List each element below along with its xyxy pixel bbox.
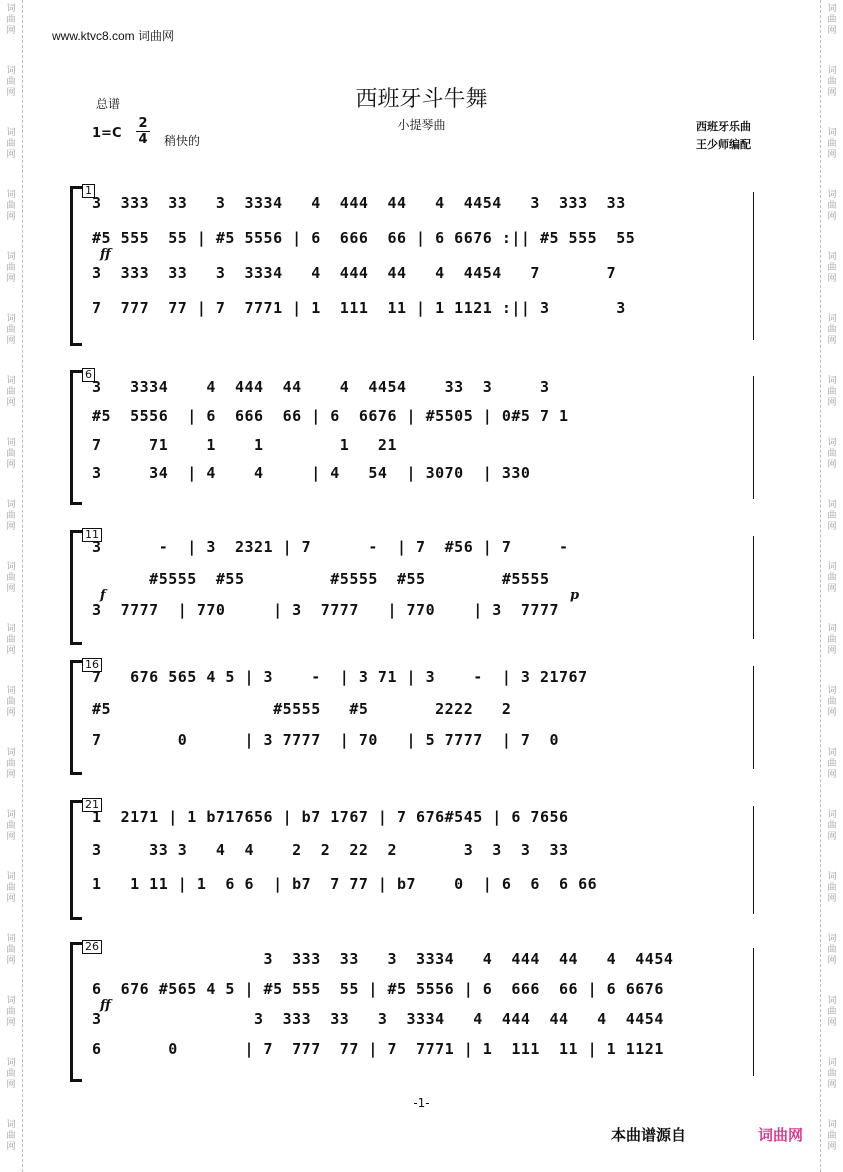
score-system <box>70 942 754 1082</box>
notation-row: #5 555 55 | #5 5556 | 6 666 66 | 6 6676 :|| #5 555 55 <box>92 229 636 247</box>
arranger: 王少师编配 <box>696 138 751 151</box>
watermark-text: 词 曲 网 <box>6 4 16 36</box>
measure-number: 11 <box>82 528 102 542</box>
page-number: -1- <box>413 1096 430 1110</box>
notation-row: 3 - | 3 2321 | 7 - | 7 #56 | 7 - <box>92 538 569 556</box>
notation-row: 7 777 77 | 7 7771 | 1 111 11 | 1 1121 :|| 3 3 <box>92 299 626 317</box>
watermark-text: 词 曲 网 <box>827 4 837 36</box>
time-signature-top: 2 <box>138 116 148 131</box>
notation-row: 1 2171 | 1 b717656 | b7 1767 | 7 676#545 | 6 7656 <box>92 808 569 826</box>
site-logo[interactable]: 词曲网 <box>758 1126 804 1144</box>
watermark-text: 词 曲 网 <box>827 624 837 656</box>
watermark-text: 词 曲 网 <box>827 562 837 594</box>
notation-row: 3 333 33 3 3334 4 444 44 4 4454 7 7 <box>92 264 617 282</box>
notation-row: 3 3 333 33 3 3334 4 444 44 4 4454 <box>92 1010 664 1028</box>
composer: 西班牙乐曲 <box>696 120 751 133</box>
score-system <box>70 186 754 346</box>
watermark-text: 词 曲 网 <box>827 996 837 1028</box>
watermark-text: 词 曲 网 <box>827 376 837 408</box>
dynamic-marking: ff <box>100 998 111 1013</box>
measure-number: 26 <box>82 940 102 954</box>
bar-line <box>753 376 754 499</box>
score-system <box>70 800 754 920</box>
watermark-text: 词 曲 网 <box>6 562 16 594</box>
bar-line <box>753 192 754 340</box>
watermark-text: 词 曲 网 <box>827 1058 837 1090</box>
credits <box>696 118 751 154</box>
watermark-text: 词 曲 网 <box>827 1120 837 1152</box>
score-system <box>70 370 754 505</box>
measure-number: 21 <box>82 798 102 812</box>
watermark-text: 词 曲 网 <box>6 252 16 284</box>
system-brace <box>70 530 79 645</box>
watermark-text: 词 曲 网 <box>6 190 16 222</box>
song-subtitle: 小提琴曲 <box>397 118 446 132</box>
score-type: 总谱 <box>96 97 121 111</box>
watermark-text: 词 曲 网 <box>6 1058 16 1090</box>
watermark-text: 词 曲 网 <box>827 810 837 842</box>
watermark-text: 词 曲 网 <box>827 934 837 966</box>
notation-row: 1 1 11 | 1 6 6 | b7 7 77 | b7 0 | 6 6 6 66 <box>92 874 598 893</box>
system-brace <box>70 660 79 775</box>
watermark-text: 词 曲 网 <box>6 686 16 718</box>
watermark-text: 词 曲 网 <box>827 438 837 470</box>
system-brace <box>70 800 79 920</box>
song-title: 西班牙斗牛舞 <box>355 87 488 112</box>
watermark-text: 词 曲 网 <box>6 376 16 408</box>
score-system <box>70 530 754 645</box>
time-signature-bottom: 4 <box>138 132 148 147</box>
watermark-text: 词 曲 网 <box>6 872 16 904</box>
bar-line <box>753 536 754 639</box>
notation-row: 7 676 565 4 5 | 3 - | 3 71 | 3 - | 3 21767 <box>92 668 588 686</box>
bar-line <box>753 666 754 769</box>
tempo-marking: 稍快的 <box>164 134 201 148</box>
notation-row: #5555 #55 #5555 #55 #5555 <box>92 569 550 588</box>
site-url[interactable]: www.ktvc8.com 词曲网 <box>52 29 175 43</box>
watermark-text: 词 曲 网 <box>827 190 837 222</box>
right-watermark-strip <box>820 0 843 1172</box>
watermark-text: 词 曲 网 <box>6 934 16 966</box>
notation-row: 3 33 3 4 4 2 2 22 2 3 3 3 33 <box>92 841 569 860</box>
notation-row: 3 34 | 4 4 | 4 54 | 3070 | 330 <box>92 464 531 483</box>
notation-row: 7 0 | 3 7777 | 70 | 5 7777 | 7 0 <box>92 731 560 750</box>
system-brace <box>70 942 79 1082</box>
watermark-text: 词 曲 网 <box>827 748 837 780</box>
notation-row: 3 7777 | 770 | 3 7777 | 770 | 3 7777 <box>92 601 560 620</box>
watermark-text: 词 曲 网 <box>6 810 16 842</box>
left-watermark-strip <box>0 0 23 1172</box>
dynamic-marking: p <box>570 587 580 603</box>
watermark-text: 词 曲 网 <box>827 872 837 904</box>
watermark-text: 词 曲 网 <box>6 128 16 160</box>
notation-row: 6 676 #565 4 5 | #5 555 55 | #5 5556 | 6 666 66 | 6 6676 <box>92 980 664 998</box>
time-signature <box>136 116 150 147</box>
watermark-text: 词 曲 网 <box>6 624 16 656</box>
watermark-text: 词 曲 网 <box>827 66 837 98</box>
measure-number: 16 <box>82 658 102 672</box>
measure-number: 1 <box>82 184 95 198</box>
dynamic-marking: ff <box>100 247 111 262</box>
watermark-text: 词 曲 网 <box>6 500 16 532</box>
notation-row: 7 71 1 1 1 21 <box>92 435 397 454</box>
watermark-text: 词 曲 网 <box>827 686 837 718</box>
notation-row: #5 5556 | 6 666 66 | 6 6676 | #5505 | 0#5 7 1 <box>92 406 569 425</box>
score-system <box>70 660 754 775</box>
system-brace <box>70 186 79 346</box>
notation-row: 6 0 | 7 777 77 | 7 7771 | 1 111 11 | 1 1121 <box>92 1040 664 1058</box>
watermark-text: 词 曲 网 <box>827 500 837 532</box>
notation-row: 3 333 33 3 3334 4 444 44 4 4454 <box>92 950 674 968</box>
dynamic-marking: f <box>100 587 106 603</box>
watermark-text: 词 曲 网 <box>827 314 837 346</box>
watermark-text: 词 曲 网 <box>6 438 16 470</box>
watermark-text: 词 曲 网 <box>6 996 16 1028</box>
watermark-text: 词 曲 网 <box>827 252 837 284</box>
bar-line <box>753 806 754 914</box>
notation-row: #5 #5555 #5 2222 2 <box>92 699 512 718</box>
watermark-text: 词 曲 网 <box>6 1120 16 1152</box>
watermark-text: 词 曲 网 <box>6 748 16 780</box>
measure-number: 6 <box>82 368 95 382</box>
watermark-text: 词 曲 网 <box>827 128 837 160</box>
bar-line <box>753 948 754 1076</box>
system-brace <box>70 370 79 505</box>
notation-row: 3 3334 4 444 44 4 4454 33 3 3 <box>92 378 550 396</box>
source-text: 本曲谱源自 <box>611 1126 687 1144</box>
watermark-text: 词 曲 网 <box>6 314 16 346</box>
watermark-text: 词 曲 网 <box>6 66 16 98</box>
notation-row: 3 333 33 3 3334 4 444 44 4 4454 3 333 33 <box>92 194 626 212</box>
key-signature: 1=C <box>92 126 122 141</box>
